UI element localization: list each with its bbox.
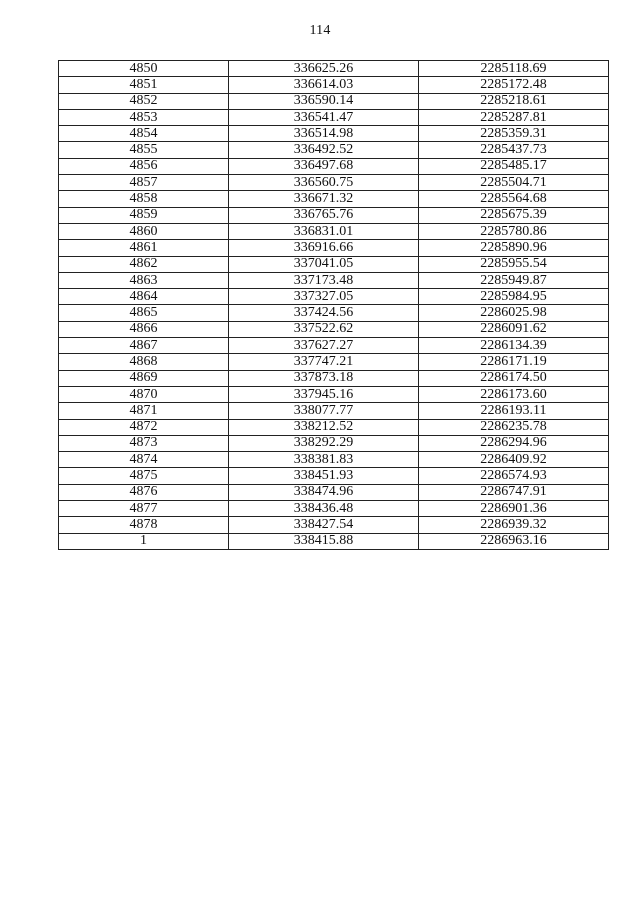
page-number: 114 [309, 23, 331, 38]
point-number-cell: 4869 [59, 370, 229, 386]
y-coordinate-cell: 2286091.62 [419, 321, 609, 337]
y-coordinate-cell: 2285172.48 [419, 77, 609, 93]
x-coordinate-cell: 336492.52 [229, 142, 419, 158]
point-number-cell: 4862 [59, 256, 229, 272]
x-coordinate-cell: 336614.03 [229, 77, 419, 93]
x-coordinate-cell: 337522.62 [229, 321, 419, 337]
point-number-cell: 4878 [59, 517, 229, 533]
point-number-cell: 4863 [59, 272, 229, 288]
point-number-cell: 4870 [59, 386, 229, 402]
table-row [59, 321, 609, 337]
table-row [59, 272, 609, 288]
y-coordinate-cell: 2285955.54 [419, 256, 609, 272]
x-coordinate-cell: 336916.66 [229, 240, 419, 256]
table-row [59, 370, 609, 386]
coordinates-table-body [59, 61, 609, 550]
point-number-cell: 4874 [59, 452, 229, 468]
point-number-cell: 4864 [59, 289, 229, 305]
table-row [59, 158, 609, 174]
x-coordinate-cell: 337173.48 [229, 272, 419, 288]
y-coordinate-cell: 2285949.87 [419, 272, 609, 288]
y-coordinate-cell: 2286193.11 [419, 403, 609, 419]
table-row [59, 289, 609, 305]
point-number-cell: 4876 [59, 484, 229, 500]
table-row [59, 452, 609, 468]
point-number-cell: 4859 [59, 207, 229, 223]
point-number-cell: 4852 [59, 93, 229, 109]
table-row [59, 305, 609, 321]
table-row [59, 191, 609, 207]
y-coordinate-cell: 2286173.60 [419, 386, 609, 402]
x-coordinate-cell: 336765.76 [229, 207, 419, 223]
x-coordinate-cell: 338415.88 [229, 533, 419, 549]
y-coordinate-cell: 2285780.86 [419, 223, 609, 239]
y-coordinate-cell: 2286409.92 [419, 452, 609, 468]
x-coordinate-cell: 338451.93 [229, 468, 419, 484]
x-coordinate-cell: 336671.32 [229, 191, 419, 207]
table-row [59, 338, 609, 354]
x-coordinate-cell: 336560.75 [229, 175, 419, 191]
y-coordinate-cell: 2285564.68 [419, 191, 609, 207]
x-coordinate-cell: 337627.27 [229, 338, 419, 354]
y-coordinate-cell: 2286747.91 [419, 484, 609, 500]
point-number-cell: 4855 [59, 142, 229, 158]
point-number-cell: 4868 [59, 354, 229, 370]
y-coordinate-cell: 2285359.31 [419, 126, 609, 142]
point-number-cell: 4858 [59, 191, 229, 207]
x-coordinate-cell: 336514.98 [229, 126, 419, 142]
y-coordinate-cell: 2286134.39 [419, 338, 609, 354]
table-row [59, 435, 609, 451]
x-coordinate-cell: 338427.54 [229, 517, 419, 533]
y-coordinate-cell: 2286939.32 [419, 517, 609, 533]
x-coordinate-cell: 338077.77 [229, 403, 419, 419]
y-coordinate-cell: 2285287.81 [419, 109, 609, 125]
table-row [59, 175, 609, 191]
point-number-cell: 4857 [59, 175, 229, 191]
x-coordinate-cell: 336590.14 [229, 93, 419, 109]
point-number-cell: 4866 [59, 321, 229, 337]
x-coordinate-cell: 338436.48 [229, 501, 419, 517]
table-row [59, 207, 609, 223]
table-row [59, 517, 609, 533]
y-coordinate-cell: 2285218.61 [419, 93, 609, 109]
y-coordinate-cell: 2285984.95 [419, 289, 609, 305]
x-coordinate-cell: 338292.29 [229, 435, 419, 451]
x-coordinate-cell: 336831.01 [229, 223, 419, 239]
y-coordinate-cell: 2286235.78 [419, 419, 609, 435]
point-number-cell: 4861 [59, 240, 229, 256]
x-coordinate-cell: 337041.05 [229, 256, 419, 272]
x-coordinate-cell: 336625.26 [229, 61, 419, 77]
x-coordinate-cell: 337747.21 [229, 354, 419, 370]
table-row [59, 468, 609, 484]
table-row [59, 386, 609, 402]
table-row [59, 240, 609, 256]
y-coordinate-cell: 2286901.36 [419, 501, 609, 517]
y-coordinate-cell: 2285118.69 [419, 61, 609, 77]
point-number-cell: 4872 [59, 419, 229, 435]
point-number-cell: 4856 [59, 158, 229, 174]
x-coordinate-cell: 338212.52 [229, 419, 419, 435]
y-coordinate-cell: 2286174.50 [419, 370, 609, 386]
table-row [59, 77, 609, 93]
point-number-cell: 4851 [59, 77, 229, 93]
table-row [59, 354, 609, 370]
table-row [59, 223, 609, 239]
y-coordinate-cell: 2286963.16 [419, 533, 609, 549]
point-number-cell: 4860 [59, 223, 229, 239]
table-row [59, 142, 609, 158]
y-coordinate-cell: 2286171.19 [419, 354, 609, 370]
table-row [59, 109, 609, 125]
table-row [59, 61, 609, 77]
point-number-cell: 4850 [59, 61, 229, 77]
point-number-cell: 4867 [59, 338, 229, 354]
point-number-cell: 1 [59, 533, 229, 549]
point-number-cell: 4873 [59, 435, 229, 451]
x-coordinate-cell: 337327.05 [229, 289, 419, 305]
x-coordinate-cell: 338381.83 [229, 452, 419, 468]
y-coordinate-cell: 2285437.73 [419, 142, 609, 158]
table-row [59, 533, 609, 549]
table-row [59, 126, 609, 142]
table-row [59, 403, 609, 419]
y-coordinate-cell: 2286025.98 [419, 305, 609, 321]
x-coordinate-cell: 336541.47 [229, 109, 419, 125]
y-coordinate-cell: 2286574.93 [419, 468, 609, 484]
x-coordinate-cell: 338474.96 [229, 484, 419, 500]
x-coordinate-cell: 337424.56 [229, 305, 419, 321]
point-number-cell: 4854 [59, 126, 229, 142]
y-coordinate-cell: 2285675.39 [419, 207, 609, 223]
y-coordinate-cell: 2286294.96 [419, 435, 609, 451]
table-row [59, 256, 609, 272]
y-coordinate-cell: 2285890.96 [419, 240, 609, 256]
y-coordinate-cell: 2285504.71 [419, 175, 609, 191]
x-coordinate-cell: 337873.18 [229, 370, 419, 386]
coordinates-table [58, 60, 609, 550]
x-coordinate-cell: 336497.68 [229, 158, 419, 174]
table-row [59, 501, 609, 517]
x-coordinate-cell: 337945.16 [229, 386, 419, 402]
table-row [59, 484, 609, 500]
point-number-cell: 4875 [59, 468, 229, 484]
y-coordinate-cell: 2285485.17 [419, 158, 609, 174]
point-number-cell: 4871 [59, 403, 229, 419]
point-number-cell: 4865 [59, 305, 229, 321]
point-number-cell: 4877 [59, 501, 229, 517]
table-row [59, 419, 609, 435]
point-number-cell: 4853 [59, 109, 229, 125]
table-row [59, 93, 609, 109]
